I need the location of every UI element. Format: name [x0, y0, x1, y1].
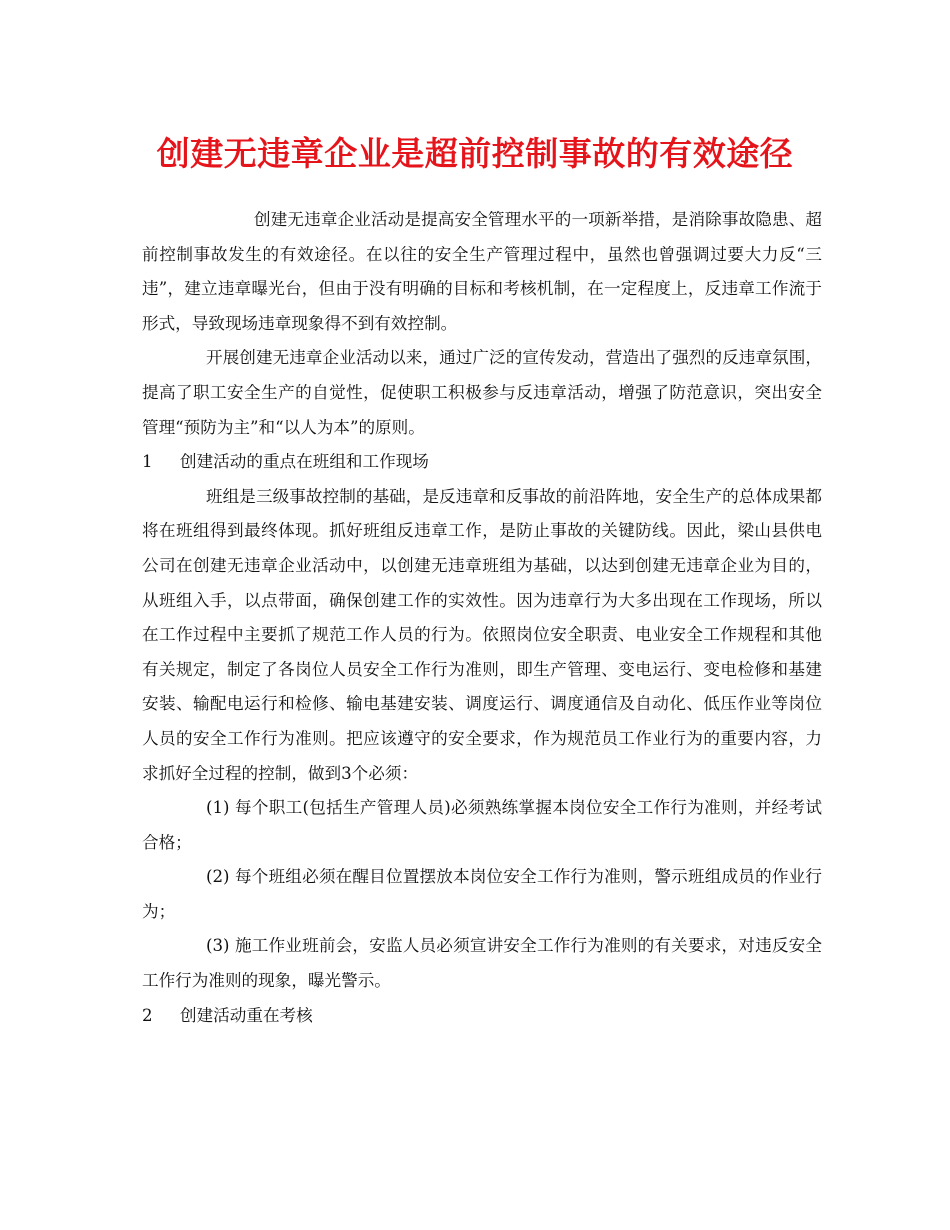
list-item: (1) 每个职工(包括生产管理人员)必须熟练掌握本岗位安全工作行为准则，并经考试合格； — [142, 798, 822, 852]
document-body — [142, 203, 822, 1033]
section-2-title: 创建活动重在考核 — [180, 1005, 313, 1025]
intro-paragraph: 创建无违章企业活动是提高安全管理水平的一项新举措，是消除事故隐患、超前控制事故发生的有效途径。在以往的安全生产管理过程中，虽然也曾强调过要大力反“三违”，建立违章曝光台，但由于没有明确的目标和考核机制，在一定程度上，反违章工作流于形式，导致现场违章现象得不到有效控制。 — [142, 210, 822, 333]
section-1-heading — [142, 445, 822, 480]
section-1-paragraph: 班组是三级事故控制的基础，是反违章和反事故的前沿阵地，安全生产的总体成果都将在班组得到最终体现。抓好班组反违章工作，是防止事故的关键防线。因此，梁山县供电公司在创建无违章企业活动中，以创建无违章班组为基础，以达到创建无违章企业为目的，从班组入手，以点带面，确保创建工作的实效性。因为违章行为大多出现在工作现场，所以在工作过程中主要抓了规范工作人员的行为。依照岗位安全职责、电业安全工作规程和其他有关规定，制定了各岗位人员安全工作行为准则，即生产管理、变电运行、变电检修和基建安装、输配电运行和检修、输电基建安装、调度运行、调度通信及自动化、低压作业等岗位人员的安全工作行为准则。把应该遵守的安全要求，作为规范员工作业行为的重要内容，力求抓好全过程的控制，做到3个必须： — [142, 486, 822, 783]
section-2-heading — [142, 999, 822, 1034]
section-1-number: 1 — [142, 452, 153, 472]
section-1-title: 创建活动的重点在班组和工作现场 — [180, 452, 429, 472]
list-item: (3) 施工作业班前会，安监人员必须宣讲安全工作行为准则的有关要求，对违反安全工作行为准则的现象，曝光警示。 — [142, 936, 822, 991]
section-2-number: 2 — [142, 1005, 153, 1025]
document-title: 创建无违章企业是超前控制事故的有效途径 — [156, 134, 794, 173]
activity-paragraph: 开展创建无违章企业活动以来，通过广泛的宣传发动，营造出了强烈的反违章氛围，提高了职工安全生产的自觉性，促使职工积极参与反违章活动，增强了防范意识，突出安全管理“预防为主”和“以人为本”的原则。 — [142, 348, 822, 437]
list-item: (2) 每个班组必须在醒目位置摆放本岗位安全工作行为准则，警示班组成员的作业行为； — [142, 867, 822, 921]
